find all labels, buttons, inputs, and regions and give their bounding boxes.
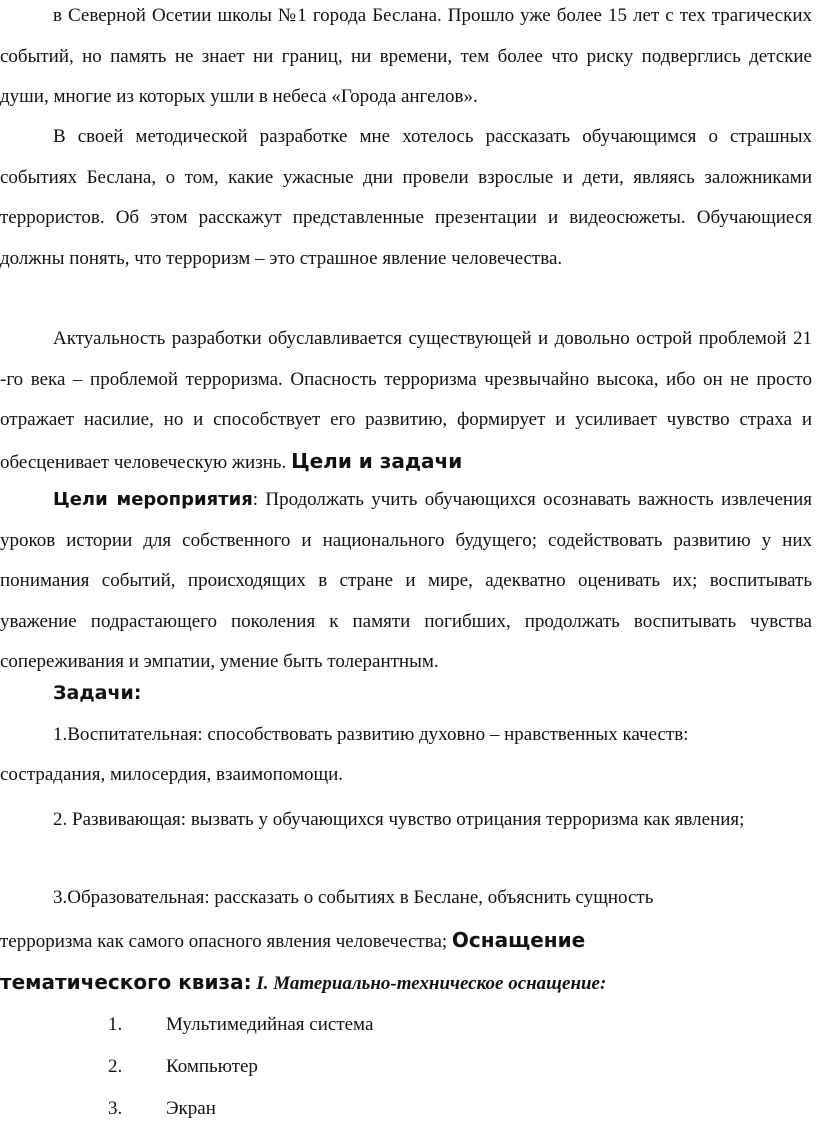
task-3-line-a: 3.Образовательная: рассказать о событиях в Беслане, объяснить сущность (53, 887, 654, 908)
equipment-item (0, 1013, 816, 1037)
equipment-item-number: 3. (108, 1098, 123, 1119)
event-goals-label: Цели мероприятия (53, 489, 253, 510)
task-1-line-a: 1.Воспитательная: способствовать развитию духовно – нравственных качеств: (53, 724, 689, 745)
paragraph-relevance (0, 319, 812, 483)
paragraph-intro-text: в Северной Осетии школы №1 города Беслана. Прошло уже более 15 лет с тех трагических событий, но память не знает ни границ, ни времени, тем более что риску подверглись детские души, многие из которых ушли в небеса «Города ангелов». (0, 5, 812, 107)
task-1-line-b: сострадания, милосердия, взаимопомощи. (0, 764, 344, 785)
event-goals-text: : Продолжать учить обучающихся осознавать важность извлечения уроков истории для собственного и национального будущего; содействовать развитию у них понимания событий, происходящих в стране и мире, адекватно оценивать их; воспитывать уважение подрастающего поколения к памяти погибших, продолжать воспитывать чувства сопереживания и эмпатии, умение быть толерантным. (0, 489, 812, 672)
equipment-item (0, 1097, 816, 1121)
equipment-heading-part-a: Оснащение (451, 928, 586, 952)
paragraph-goal-description (0, 117, 812, 279)
paragraph-intro (0, 0, 812, 118)
task-3-line-b-text: терроризма как самого опасного явления человечества; (0, 931, 448, 952)
tasks-label: Задачи: (53, 682, 142, 704)
paragraph-relevance-text: Актуальность разработки обуславливается существующей и довольно острой проблемой 21 -го века – проблемой терроризма. Опасность терроризма чрезвычайно высока, ибо он не просто отражает насилие, но и способствует его развитию, формирует и усиливает чувство страха и обесценивает человеческую жизнь. (0, 328, 812, 473)
equipment-item-number: 1. (108, 1014, 123, 1035)
equipment-item-label: Экран (166, 1098, 216, 1119)
task-2 (0, 800, 812, 840)
task-3-line-b (0, 928, 585, 954)
paragraph-event-goals (0, 480, 812, 683)
equipment-heading-part-b: тематического квиза: (0, 970, 252, 994)
equipment-item-label: Компьютер (166, 1056, 258, 1077)
equipment-subheading: I. Материально-техническое оснащение: (256, 973, 607, 994)
equipment-item-number: 2. (108, 1056, 123, 1077)
equipment-item (0, 1055, 816, 1079)
paragraph-goal-description-text: В своей методической разработке мне хотелось рассказать обучающимся о страшных событиях Беслана, о том, какие ужасные дни провели взрослые и дети, являясь заложниками террористов. Об этом расскажут представленные презентации и видеосюжеты. Обучающиеся должны понять, что терроризм – это страшное явление человечества. (0, 126, 812, 269)
equipment-heading-line (0, 970, 606, 996)
equipment-item-label: Мультимедийная система (166, 1014, 374, 1035)
section-heading-goals: Цели и задачи (291, 448, 463, 473)
task-2-text: 2. Развивающая: вызвать у обучающихся чувство отрицания терроризма как явления; (53, 809, 745, 830)
